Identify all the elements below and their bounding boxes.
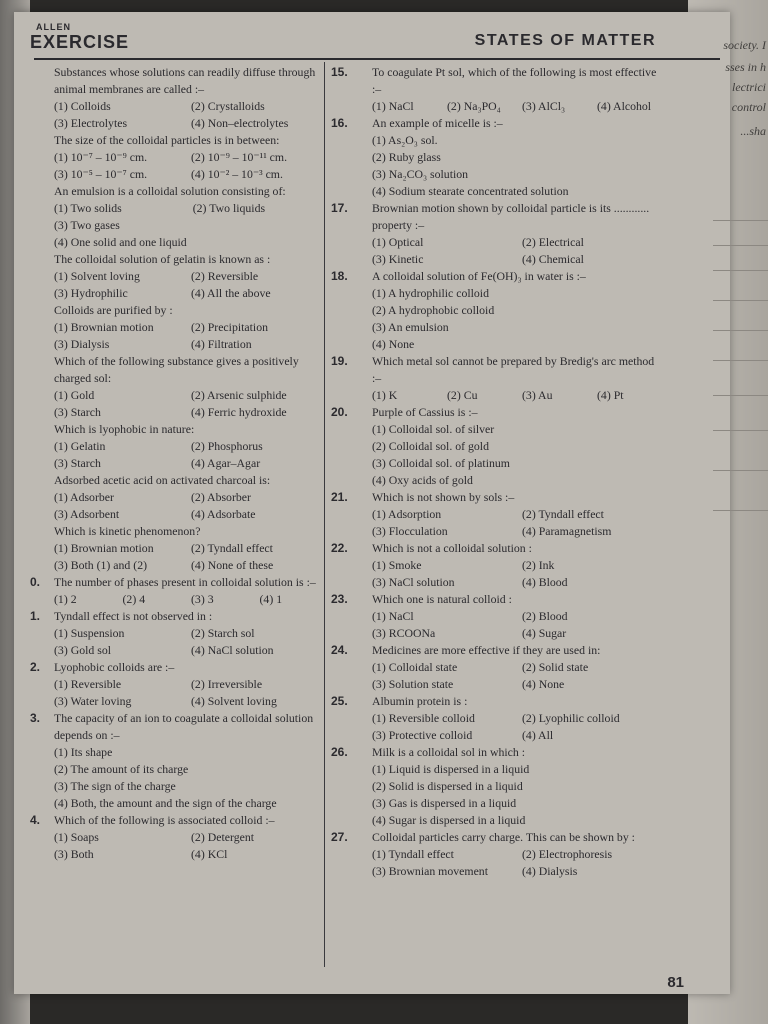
answer-options xyxy=(54,625,322,659)
adjacent-page-rule xyxy=(713,330,768,331)
adjacent-page-rule xyxy=(713,430,768,431)
answer-option: (2) Precipitation xyxy=(191,320,268,334)
answer-options xyxy=(372,98,666,115)
answer-option: (2) Lyophilic colloid xyxy=(522,711,620,725)
answer-options xyxy=(54,829,322,863)
question-item xyxy=(34,64,322,132)
answer-option: (4) Oxy acids of gold xyxy=(372,473,473,487)
question-item xyxy=(30,574,322,608)
question-number: 20. xyxy=(331,405,348,419)
question-item xyxy=(30,608,322,659)
answer-options xyxy=(54,319,322,353)
question-item xyxy=(332,540,666,591)
answer-option: (2) Crystalloids xyxy=(191,99,265,113)
answer-options xyxy=(372,132,666,200)
answer-option: (1) Tyndall effect xyxy=(372,847,454,861)
answer-option: (3) Two gases xyxy=(54,218,120,232)
question-stem: Which is not a colloidal solution : xyxy=(372,541,532,555)
answer-option: (1) Brownian motion xyxy=(54,541,154,555)
question-item xyxy=(34,132,322,183)
answer-option: (2) 4 xyxy=(122,592,146,606)
answer-option: (2) Two liquids xyxy=(192,201,266,215)
question-item xyxy=(34,523,322,574)
question-item xyxy=(332,591,666,642)
answer-option: (2) Ruby glass xyxy=(372,150,441,164)
adjacent-page-fragment: control xyxy=(731,100,766,114)
question-stem: Adsorbed acetic acid on activated charcoal is: xyxy=(54,473,271,487)
question-item xyxy=(30,812,322,863)
answer-option: (4) None xyxy=(522,677,565,691)
answer-option: (1) Adsorber xyxy=(54,490,114,504)
question-item xyxy=(34,472,322,523)
answer-options xyxy=(54,591,322,608)
answer-option: (1) A hydrophilic colloid xyxy=(372,286,489,300)
answer-option: (4) All xyxy=(522,728,554,742)
answer-options xyxy=(54,268,322,302)
question-number: 19. xyxy=(331,354,348,368)
question-stem: Which of the following is associated colloid :– xyxy=(54,813,275,827)
question-number: 17. xyxy=(331,201,348,215)
question-number: 2. xyxy=(30,660,41,674)
answer-option: (3) Electrolytes xyxy=(54,116,128,130)
answer-option: (4) Agar–Agar xyxy=(191,456,261,470)
question-stem: Colloids are purified by : xyxy=(54,303,173,317)
answer-option: (3) Brownian movement xyxy=(372,864,488,878)
answer-option: (3) Water loving xyxy=(54,694,132,708)
question-stem: To coagulate Pt sol, which of the following is most effective :– xyxy=(372,65,657,96)
answer-option: (1) Liquid is dispersed in a liquid xyxy=(372,762,530,776)
adjacent-page-rule xyxy=(713,510,768,511)
answer-option: (3) Starch xyxy=(54,456,101,470)
section-title: EXERCISE xyxy=(30,32,130,52)
answer-option: (2) 10⁻⁹ – 10⁻¹¹ cm. xyxy=(191,150,288,164)
answer-option: (4) Ferric hydroxide xyxy=(191,405,287,419)
answer-option: (3) Starch xyxy=(54,405,101,419)
question-stem: Colloidal particles carry charge. This can be shown by : xyxy=(372,830,635,844)
answer-option: (1) Reversible colloid xyxy=(372,711,475,725)
answer-option: (1) Soaps xyxy=(54,830,99,844)
answer-options xyxy=(372,659,666,693)
question-item xyxy=(332,200,666,268)
question-number: 18. xyxy=(331,269,348,283)
question-number: 26. xyxy=(331,745,348,759)
answer-options xyxy=(54,489,322,523)
answer-option: (2) Phosphorus xyxy=(191,439,263,453)
question-stem: The capacity of an ion to coagulate a colloidal solution depends on :– xyxy=(54,711,314,742)
question-number: 21. xyxy=(331,490,348,504)
answer-option: (4) Chemical xyxy=(522,252,584,266)
question-stem: Lyophobic colloids are :– xyxy=(54,660,175,674)
answer-option: (3) Kinetic xyxy=(372,252,424,266)
answer-option: (4) Dialysis xyxy=(522,864,578,878)
answer-options xyxy=(54,744,322,812)
answer-option: (1) Two solids xyxy=(54,201,122,215)
answer-options xyxy=(372,710,666,744)
question-item xyxy=(332,64,666,115)
question-stem: Albumin protein is : xyxy=(372,694,468,708)
answer-option: (3) Au xyxy=(522,388,553,402)
answer-option: (4) 1 xyxy=(259,592,283,606)
question-number: 3. xyxy=(30,711,41,725)
answer-option: (4) Sodium stearate concentrated solution xyxy=(372,184,569,198)
question-item xyxy=(332,829,666,880)
question-item xyxy=(30,659,322,710)
answer-options xyxy=(54,438,322,472)
answer-options xyxy=(372,608,666,642)
answer-options xyxy=(372,761,666,829)
left-question-column xyxy=(30,64,322,863)
answer-option: (3) Flocculation xyxy=(372,524,448,538)
answer-option: (4) KCl xyxy=(191,847,228,861)
answer-option: (3) 10⁻⁵ – 10⁻⁷ cm. xyxy=(54,167,148,181)
answer-option: (1) Suspension xyxy=(54,626,125,640)
adjacent-page-rule xyxy=(713,300,768,301)
answer-options xyxy=(372,387,666,404)
answer-option: (4) 10⁻² – 10⁻³ cm. xyxy=(191,167,283,181)
answer-option: (3) AlCl₃ xyxy=(522,99,566,113)
publisher-mark: ALLEN xyxy=(36,22,71,32)
answer-option: (2) Solid is dispersed in a liquid xyxy=(372,779,523,793)
answer-options xyxy=(372,506,666,540)
answer-option: (2) Colloidal sol. of gold xyxy=(372,439,489,453)
answer-option: (4) Sugar is dispersed in a liquid xyxy=(372,813,526,827)
answer-options xyxy=(372,234,666,268)
answer-options xyxy=(54,200,322,251)
question-number: 1. xyxy=(30,609,41,623)
answer-option: (1) K xyxy=(372,388,398,402)
question-number: 4. xyxy=(30,813,41,827)
answer-option: (2) Starch sol xyxy=(191,626,255,640)
answer-option: (2) Irreversible xyxy=(191,677,263,691)
answer-option: (1) Reversible xyxy=(54,677,122,691)
answer-option: (1) Gelatin xyxy=(54,439,106,453)
answer-option: (3) Both (1) and (2) xyxy=(54,558,148,572)
answer-option: (3) Dialysis xyxy=(54,337,110,351)
answer-options xyxy=(54,676,322,710)
question-number: 0. xyxy=(30,575,41,589)
answer-option: (3) Gold sol xyxy=(54,643,112,657)
adjacent-page-fragment: lectrici xyxy=(732,80,766,94)
answer-option: (1) Smoke xyxy=(372,558,422,572)
question-stem: Which metal sol cannot be prepared by Bredig's arc method :– xyxy=(372,354,655,385)
answer-option: (4) All the above xyxy=(191,286,271,300)
textbook-page xyxy=(14,12,730,994)
adjacent-page-rule xyxy=(713,245,768,246)
chapter-title: STATES OF MATTER xyxy=(474,32,656,49)
answer-option xyxy=(193,217,322,234)
question-item xyxy=(34,421,322,472)
question-item xyxy=(332,744,666,829)
answer-option: (4) Both, the amount and the sign of the charge xyxy=(54,796,277,810)
answer-option: (1) NaCl xyxy=(372,609,414,623)
question-item xyxy=(30,710,322,812)
question-item xyxy=(34,183,322,251)
question-item xyxy=(332,353,666,404)
question-stem: Medicines are more effective if they are used in: xyxy=(372,643,601,657)
question-stem: Which is not shown by sols :– xyxy=(372,490,515,504)
question-number: 25. xyxy=(331,694,348,708)
right-question-column xyxy=(332,64,666,880)
question-item xyxy=(34,251,322,302)
answer-option: (1) Solvent loving xyxy=(54,269,140,283)
answer-option: (4) Sugar xyxy=(522,626,567,640)
question-stem: Milk is a colloidal sol in which : xyxy=(372,745,526,759)
question-item xyxy=(332,115,666,200)
question-number: 24. xyxy=(331,643,348,657)
header-rule xyxy=(34,58,720,60)
answer-option: (3) Adsorbent xyxy=(54,507,120,521)
answer-option: (1) As₂O₃ sol. xyxy=(372,133,438,147)
question-item xyxy=(34,353,322,421)
answer-option: (2) Arsenic sulphide xyxy=(191,388,287,402)
answer-option: (3) Both xyxy=(54,847,94,861)
question-stem: Purple of Cassius is :– xyxy=(372,405,478,419)
answer-option: (2) Blood xyxy=(522,609,568,623)
answer-option: (2) Na₃PO₄ xyxy=(447,99,501,113)
question-item xyxy=(34,302,322,353)
answer-options xyxy=(372,421,666,489)
answer-option: (4) Blood xyxy=(522,575,568,589)
answer-option: (4) Alcohol xyxy=(597,99,652,113)
answer-option: (3) An emulsion xyxy=(372,320,449,334)
answer-option: (4) None of these xyxy=(191,558,274,572)
question-stem: Which is lyophobic in nature: xyxy=(54,422,195,436)
question-stem: Substances whose solutions can readily diffuse through animal membranes are called :– xyxy=(54,65,316,96)
question-stem: A colloidal solution of Fe(OH)₃ in water is :– xyxy=(372,269,586,283)
answer-option: (4) NaCl solution xyxy=(191,643,274,657)
answer-option: (3) Solution state xyxy=(372,677,454,691)
column-divider xyxy=(324,62,325,967)
question-stem: Brownian motion shown by colloidal particle is its ............ property :– xyxy=(372,201,650,232)
answer-option: (3) Na₂CO₃ solution xyxy=(372,167,469,181)
question-number: 22. xyxy=(331,541,348,555)
answer-option: (2) Detergent xyxy=(191,830,254,844)
answer-options xyxy=(54,540,322,574)
answer-option: (1) Adsorption xyxy=(372,507,442,521)
answer-option: (1) Its shape xyxy=(54,745,113,759)
answer-option: (2) The amount of its charge xyxy=(54,762,189,776)
page-number: 81 xyxy=(667,974,684,991)
answer-option: (4) One solid and one liquid xyxy=(54,235,187,249)
question-stem: Which of the following substance gives a positively charged sol: xyxy=(54,354,299,385)
answer-options xyxy=(54,149,322,183)
answer-option: (3) NaCl solution xyxy=(372,575,455,589)
adjacent-page-fragment: sses in h xyxy=(725,60,766,74)
answer-option: (4) Filtration xyxy=(191,337,252,351)
answer-option: (3) RCOONa xyxy=(372,626,436,640)
answer-options xyxy=(372,846,666,880)
answer-option: (3) Protective colloid xyxy=(372,728,473,742)
answer-option: (1) Colloidal sol. of silver xyxy=(372,422,495,436)
answer-option: (3) Hydrophilic xyxy=(54,286,128,300)
answer-option: (2) Tyndall effect xyxy=(191,541,273,555)
answer-option: (3) 3 xyxy=(191,592,214,606)
answer-option: (4) Adsorbate xyxy=(191,507,256,521)
question-stem: An example of micelle is :– xyxy=(372,116,503,130)
answer-option: (1) Colloidal state xyxy=(372,660,458,674)
answer-option xyxy=(193,234,322,251)
adjacent-page-rule xyxy=(713,270,768,271)
question-stem: Tyndall effect is not observed in : xyxy=(54,609,213,623)
adjacent-page-fragment: society. I xyxy=(723,38,766,52)
adjacent-page-rule xyxy=(713,360,768,361)
question-stem: An emulsion is a colloidal solution consisting of: xyxy=(54,184,286,198)
answer-option: (4) Solvent loving xyxy=(191,694,277,708)
answer-option: (2) Tyndall effect xyxy=(522,507,604,521)
adjacent-page-rule xyxy=(713,395,768,396)
answer-option: (4) Pt xyxy=(597,388,624,402)
answer-options xyxy=(54,98,322,132)
answer-option: (4) Non–electrolytes xyxy=(191,116,289,130)
answer-option: (1) 2 xyxy=(54,592,77,606)
question-item xyxy=(332,489,666,540)
adjacent-page-rule xyxy=(713,470,768,471)
question-number: 23. xyxy=(331,592,348,606)
question-number: 15. xyxy=(331,65,348,79)
answer-option: (4) Paramagnetism xyxy=(522,524,612,538)
answer-option: (1) Optical xyxy=(372,235,424,249)
question-number: 27. xyxy=(331,830,348,844)
answer-options xyxy=(372,285,666,353)
question-item xyxy=(332,268,666,353)
answer-option: (3) Gas is dispersed in a liquid xyxy=(372,796,517,810)
question-stem: The size of the colloidal particles is in between: xyxy=(54,133,280,147)
adjacent-page-rule xyxy=(713,220,768,221)
question-stem: The colloidal solution of gelatin is known as : xyxy=(54,252,271,266)
answer-option: (2) Solid state xyxy=(522,660,589,674)
adjacent-page-fragment: ...sha xyxy=(740,124,766,138)
answer-option: (1) Brownian motion xyxy=(54,320,154,334)
question-stem: The number of phases present in colloidal solution is :– xyxy=(54,575,316,589)
question-item xyxy=(332,693,666,744)
question-item xyxy=(332,404,666,489)
answer-option: (2) Reversible xyxy=(191,269,259,283)
answer-option: (1) Gold xyxy=(54,388,95,402)
answer-option: (1) NaCl xyxy=(372,99,414,113)
question-number: 16. xyxy=(331,116,348,130)
answer-option: (2) Electrical xyxy=(522,235,584,249)
answer-option: (1) 10⁻⁷ – 10⁻⁹ cm. xyxy=(54,150,148,164)
answer-option: (2) Absorber xyxy=(191,490,251,504)
question-stem: Which is kinetic phenomenon? xyxy=(54,524,201,538)
answer-options xyxy=(372,557,666,591)
question-stem: Which one is natural colloid : xyxy=(372,592,512,606)
answer-option: (2) Cu xyxy=(447,388,478,402)
answer-option: (2) A hydrophobic colloid xyxy=(372,303,495,317)
answer-option: (2) Ink xyxy=(522,558,555,572)
answer-option: (3) The sign of the charge xyxy=(54,779,176,793)
answer-option: (2) Electrophoresis xyxy=(522,847,613,861)
answer-option: (4) None xyxy=(372,337,415,351)
answer-option: (1) Colloids xyxy=(54,99,111,113)
question-item xyxy=(332,642,666,693)
answer-option: (3) Colloidal sol. of platinum xyxy=(372,456,510,470)
answer-options xyxy=(54,387,322,421)
